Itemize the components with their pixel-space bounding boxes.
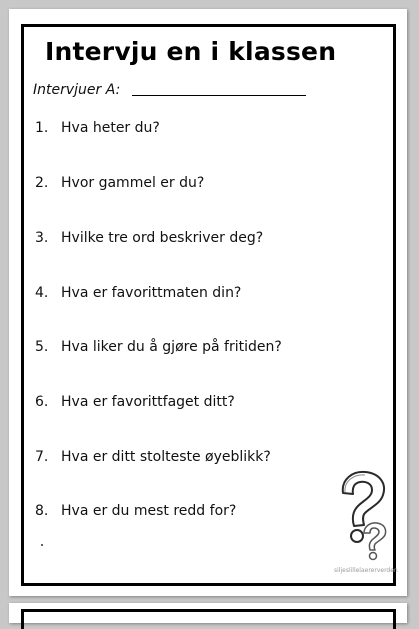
question-number: 2. [35,175,49,191]
question-number: 3. [35,230,49,246]
question-text: Hva er favorittfaget ditt? [61,394,235,410]
next-page-edge [9,603,407,623]
question-item [35,449,271,465]
question-item [35,120,160,136]
question-number: 5. [35,339,49,355]
question-text: Hva heter du? [61,120,160,136]
question-item [35,285,241,301]
question-text: Hva er favorittmaten din? [61,285,242,301]
stray-dot [41,544,43,546]
question-text: Hvilke tre ord beskriver deg? [61,230,264,246]
worksheet-page [9,9,407,596]
question-item [35,503,236,519]
question-number: 1. [35,120,49,136]
question-text: Hva er ditt stolteste øyeblikk? [61,449,271,465]
page-title: Intervju en i klassen [45,37,337,66]
question-number: 4. [35,285,49,301]
interviewer-label: Intervjuer A: [33,82,121,98]
question-text: Hvor gammel er du? [61,175,205,191]
question-text: Hva er du mest redd for? [61,503,237,519]
question-marks-icon [327,467,397,569]
question-number: 7. [35,449,49,465]
next-page-border [21,609,396,629]
question-item [35,175,204,191]
question-item [35,394,235,410]
question-text: Hva liker du å gjøre på fritiden? [61,339,282,355]
question-number: 8. [35,503,49,519]
footer-credit: siljeslillelaererverden [334,567,398,574]
interviewer-answer-line [132,95,306,96]
question-item [35,339,282,355]
question-item [35,230,263,246]
question-number: 6. [35,394,49,410]
